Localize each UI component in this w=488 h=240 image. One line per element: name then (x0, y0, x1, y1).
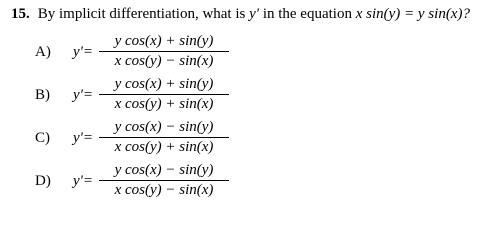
option-letter: C) (35, 130, 50, 146)
fraction-denominator: x cos(y) − sin(x) (114, 53, 214, 69)
option-c[interactable] (35, 118, 335, 158)
fraction-denominator: x cos(y) − sin(x) (114, 182, 214, 198)
stem-variable: y′ (249, 6, 260, 22)
option-letter: A) (35, 44, 51, 60)
fraction (99, 75, 229, 115)
option-lhs: y'= (73, 87, 93, 103)
fraction (99, 161, 229, 201)
option-lhs: y'= (73, 130, 93, 146)
option-a[interactable] (35, 32, 335, 72)
fraction-numerator: y cos(x) − sin(y) (114, 119, 214, 135)
fraction-numerator: y cos(x) + sin(y) (114, 76, 214, 92)
question-number: 15. (11, 6, 30, 22)
option-lhs: y'= (73, 44, 93, 60)
fraction-denominator: x cos(y) + sin(x) (114, 96, 214, 112)
question-stem (11, 4, 470, 24)
option-lhs: y'= (73, 173, 93, 189)
option-letter: B) (35, 87, 50, 103)
question-15 (11, 4, 481, 204)
stem-prefix: By implicit differentiation, what is (37, 6, 250, 22)
fraction (99, 32, 229, 72)
stem-middle: in the equation (259, 6, 356, 22)
option-b[interactable] (35, 75, 335, 115)
fraction (99, 118, 229, 158)
fraction-numerator: y cos(x) − sin(y) (114, 162, 214, 178)
stem-equation: x sin(y) = y sin(x)? (355, 6, 470, 22)
option-letter: D) (35, 173, 51, 189)
fraction-numerator: y cos(x) + sin(y) (114, 33, 214, 49)
fraction-denominator: x cos(y) + sin(x) (114, 139, 214, 155)
option-d[interactable] (35, 161, 335, 201)
